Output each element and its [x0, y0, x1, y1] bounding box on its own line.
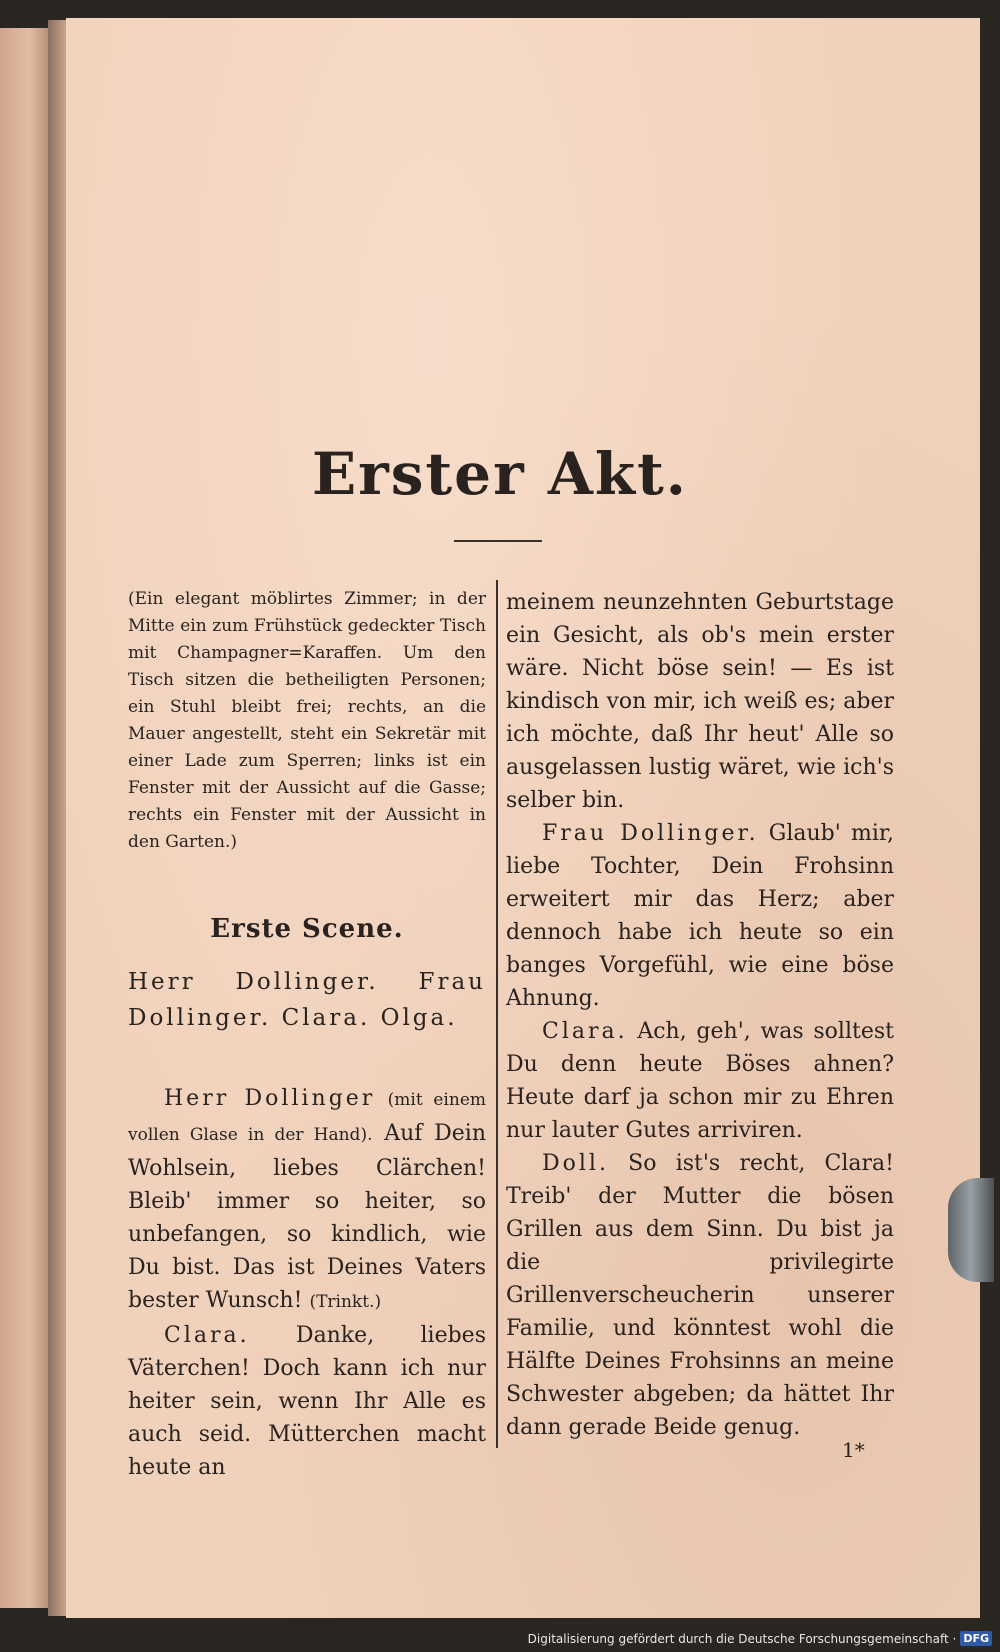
book-gutter — [48, 20, 66, 1616]
page-clip — [948, 1178, 994, 1282]
dialogue-text: Ach, geh', was solltest Du denn heute Böses ahnen? Heute darf ja schon mir zu Ehren nur lauter Gutes arriviren. — [506, 1019, 894, 1143]
page-number: 1* — [842, 1438, 865, 1462]
dfg-logo: DFG — [960, 1631, 992, 1646]
dialogue-paragraph — [506, 586, 894, 817]
speaker-name: Clara. — [164, 1323, 250, 1348]
dialogue-text: Danke, liebes Väterchen! Doch kann ich nur heiter sein, wenn Ihr Alle es auch seid. Mütterchen macht heute an — [128, 1323, 486, 1480]
scene-title: Erste Scene. — [210, 914, 404, 944]
dialogue-text: Glaub' mir, liebe Tochter, Dein Frohsinn erweitert mir das Herz; aber dennoch habe ich heute so ein banges Vorgefühl, wie eine böse Ahnung. — [506, 821, 894, 1011]
speaker-name: Clara. — [542, 1019, 628, 1044]
stage-note: (mit einem vollen Glase in der Hand). — [128, 1090, 486, 1145]
dialogue-text: Auf Dein Wohlsein, liebes Clärchen! Bleib' immer so heiter, so unbefangen, so kindlich, wie Du bist. Das ist Deines Vaters bester Wunsch! — [128, 1121, 486, 1313]
speaker-name: Herr Dollinger — [164, 1086, 376, 1111]
dialogue-text: So ist's recht, Clara! Treib' der Mutter die bösen Grillen aus dem Sinn. Du bist ja die privilegirte Grillenverscheucherin unserer Familie, und könntest wohl die Hälfte Deines Frohsinns an meine Schwester abgeben; da hättet Ihr dann gerade Beide genug. — [506, 1151, 894, 1440]
stage-direction: (Ein elegant möblirtes Zimmer; in der Mitte ein zum Frühstück gedeckter Tisch mit Champagner=Karaffen. Um den Tisch sitzen die betheiligten Personen; ein Stuhl bleibt frei; rechts, an die Mauer angestellt, steht ein Sekretär mit einer Lade zum Sperren; links ist ein Fenster mit der Aussicht auf die Gasse; rechts ein Fenster mit der Aussicht in den Garten.) — [128, 589, 486, 852]
dialogue-paragraph — [128, 1319, 486, 1484]
speaker-name: Doll. — [542, 1151, 609, 1176]
cast-list: Herr Dollinger. Frau Dollinger. Clara. Olga. — [128, 969, 486, 1031]
dialogue-paragraph — [506, 1015, 894, 1147]
dialogue-paragraph — [128, 1082, 486, 1319]
stage-note: (Trinkt.) — [309, 1292, 382, 1312]
left-column — [128, 586, 486, 1484]
dialogue-text: meinem neunzehnten Geburtstage ein Gesicht, als ob's mein erster wäre. Nicht böse sein! — Es ist kindisch von mir, ich weiß es; aber ich möchte, daß Ihr heut' Alle so ausgelassen lustig wäret, wie ich's selber bin. — [506, 590, 894, 813]
speaker-name: Frau Dollinger. — [542, 821, 759, 846]
title-rule — [454, 540, 542, 542]
dialogue-paragraph — [506, 817, 894, 1015]
column-divider — [496, 580, 498, 1448]
dialogue-paragraph — [506, 1147, 894, 1444]
footer-text: Digitalisierung gefördert durch die Deutsche Forschungsgemeinschaft · — [527, 1631, 957, 1646]
right-column — [506, 586, 894, 1444]
act-title: Erster Akt. — [311, 440, 689, 508]
digitization-footer — [528, 1631, 992, 1646]
left-page-edge — [0, 28, 48, 1608]
